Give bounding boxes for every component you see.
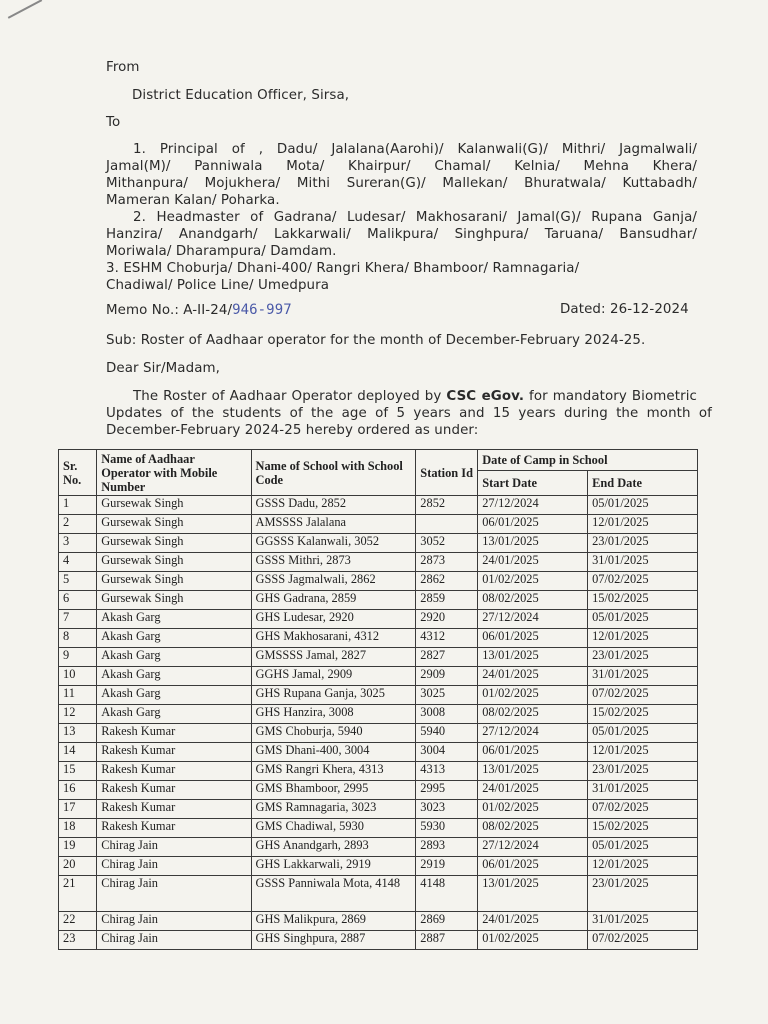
- cell-operator: Gursewak Singh: [97, 496, 251, 515]
- cell-start-date: 13/01/2025: [478, 648, 588, 667]
- cell-operator: Chirag Jain: [97, 912, 251, 931]
- cell-sr-no: 11: [59, 686, 97, 705]
- table-row: [59, 591, 698, 610]
- cell-operator: Rakesh Kumar: [97, 819, 251, 838]
- cell-end-date: 12/01/2025: [588, 743, 698, 762]
- cell-sr-no: 5: [59, 572, 97, 591]
- from-name: District Education Officer, Sirsa,: [132, 88, 350, 103]
- cell-station: 2887: [416, 931, 478, 950]
- cell-start-date: 08/02/2025: [478, 591, 588, 610]
- cell-operator: Chirag Jain: [97, 857, 251, 876]
- table-row: [59, 515, 698, 534]
- header-camp-date: Date of Camp in School: [478, 450, 698, 471]
- cell-operator: Gursewak Singh: [97, 553, 251, 572]
- cell-station: 2827: [416, 648, 478, 667]
- cell-sr-no: 4: [59, 553, 97, 572]
- cell-station: 2893: [416, 838, 478, 857]
- cell-school: GSSS Dadu, 2852: [251, 496, 416, 515]
- body-emphasis: CSC eGov.: [446, 389, 525, 404]
- cell-station: 4148: [416, 876, 478, 912]
- recipient-line: 3. ESHM Choburja/ Dhani-400/ Rangri Khera/ Bhamboor/ Ramnagaria/: [106, 261, 580, 276]
- cell-sr-no: 10: [59, 667, 97, 686]
- cell-sr-no: 20: [59, 857, 97, 876]
- cell-end-date: 23/01/2025: [588, 648, 698, 667]
- cell-sr-no: 16: [59, 781, 97, 800]
- cell-operator: Rakesh Kumar: [97, 724, 251, 743]
- table-row: [59, 931, 698, 950]
- cell-sr-no: 8: [59, 629, 97, 648]
- cell-start-date: 01/02/2025: [478, 931, 588, 950]
- cell-station: 3023: [416, 800, 478, 819]
- cell-school: GMS Bhamboor, 2995: [251, 781, 416, 800]
- cell-station: 2852: [416, 496, 478, 515]
- cell-end-date: 15/02/2025: [588, 591, 698, 610]
- roster-header: [59, 450, 698, 496]
- cell-start-date: 06/01/2025: [478, 515, 588, 534]
- header-station: Station Id: [416, 450, 478, 496]
- cell-station: 5930: [416, 819, 478, 838]
- cell-start-date: 01/02/2025: [478, 572, 588, 591]
- cell-operator: Akash Garg: [97, 705, 251, 724]
- to-label: To: [106, 115, 121, 130]
- cell-end-date: 15/02/2025: [588, 819, 698, 838]
- cell-school: GSSS Jagmalwali, 2862: [251, 572, 416, 591]
- cell-sr-no: 3: [59, 534, 97, 553]
- cell-start-date: 27/12/2024: [478, 496, 588, 515]
- cell-sr-no: 7: [59, 610, 97, 629]
- cell-end-date: 31/01/2025: [588, 667, 698, 686]
- cell-start-date: 27/12/2024: [478, 838, 588, 857]
- cell-sr-no: 17: [59, 800, 97, 819]
- cell-sr-no: 6: [59, 591, 97, 610]
- memo-prefix: Memo No.: A-II-24/: [106, 303, 233, 318]
- header-end-date: End Date: [588, 471, 698, 496]
- cell-sr-no: 18: [59, 819, 97, 838]
- recipient-line: Hanzira/ Anandgarh/ Lakkarwali/ Malikpura/ Singhpura/ Taruana/ Bansudhar/: [106, 227, 697, 242]
- recipient-line: Mithanpura/ Mojukhera/ Mithi Sureran(G)/ Mallekan/ Bhuratwala/ Kuttabadh/: [106, 176, 697, 191]
- cell-sr-no: 14: [59, 743, 97, 762]
- salutation: Dear Sir/Madam,: [106, 361, 221, 376]
- header-school: Name of School with School Code: [251, 450, 416, 496]
- cell-school: GHS Lakkarwali, 2919: [251, 857, 416, 876]
- roster-body: [59, 496, 698, 950]
- recipient-line: Moriwala/ Dharampura/ Damdam.: [106, 244, 337, 259]
- table-row: [59, 572, 698, 591]
- cell-school: GSSS Panniwala Mota, 4148: [251, 876, 416, 912]
- cell-operator: Gursewak Singh: [97, 591, 251, 610]
- cell-station: 3004: [416, 743, 478, 762]
- memo-handwritten: 946-997: [232, 302, 292, 318]
- cell-end-date: 12/01/2025: [588, 629, 698, 648]
- cell-school: GHS Rupana Ganja, 3025: [251, 686, 416, 705]
- cell-end-date: 23/01/2025: [588, 876, 698, 912]
- cell-operator: Akash Garg: [97, 667, 251, 686]
- from-label: From: [106, 60, 140, 75]
- cell-school: GMS Dhani-400, 3004: [251, 743, 416, 762]
- cell-end-date: 31/01/2025: [588, 912, 698, 931]
- cell-station: 2862: [416, 572, 478, 591]
- table-row: [59, 857, 698, 876]
- cell-station: 4312: [416, 629, 478, 648]
- table-row: [59, 496, 698, 515]
- cell-operator: Rakesh Kumar: [97, 781, 251, 800]
- table-row: [59, 629, 698, 648]
- cell-end-date: 12/01/2025: [588, 515, 698, 534]
- cell-station: 3025: [416, 686, 478, 705]
- body-line: Updates of the students of the age of 5 years and 15 years during the month of: [106, 406, 712, 421]
- cell-operator: Rakesh Kumar: [97, 743, 251, 762]
- cell-start-date: 06/01/2025: [478, 629, 588, 648]
- memo-date: Dated: 26-12-2024: [560, 302, 689, 317]
- cell-end-date: 31/01/2025: [588, 553, 698, 572]
- cell-sr-no: 15: [59, 762, 97, 781]
- cell-start-date: 08/02/2025: [478, 819, 588, 838]
- cell-station: 2919: [416, 857, 478, 876]
- cell-school: GHS Makhosarani, 4312: [251, 629, 416, 648]
- cell-station: 3052: [416, 534, 478, 553]
- table-row: [59, 800, 698, 819]
- cell-school: GHS Hanzira, 3008: [251, 705, 416, 724]
- body-text: The Roster of Aadhaar Operator deployed by: [133, 389, 447, 404]
- cell-start-date: 27/12/2024: [478, 610, 588, 629]
- cell-school: GHS Malikpura, 2869: [251, 912, 416, 931]
- subject-line: Sub: Roster of Aadhaar operator for the month of December-February 2024-25.: [106, 333, 646, 348]
- cell-end-date: 05/01/2025: [588, 496, 698, 515]
- cell-operator: Akash Garg: [97, 629, 251, 648]
- cell-sr-no: 23: [59, 931, 97, 950]
- table-row: [59, 912, 698, 931]
- cell-operator: Akash Garg: [97, 610, 251, 629]
- body-text: for mandatory Biometric: [524, 389, 697, 404]
- cell-start-date: 13/01/2025: [478, 762, 588, 781]
- table-row: [59, 553, 698, 572]
- cell-end-date: 23/01/2025: [588, 762, 698, 781]
- table-row: [59, 876, 698, 912]
- cell-end-date: 12/01/2025: [588, 857, 698, 876]
- cell-station: 5940: [416, 724, 478, 743]
- cell-school: GMS Choburja, 5940: [251, 724, 416, 743]
- header-operator: Name of Aadhaar Operator with Mobile Number: [97, 450, 251, 496]
- memo-number: [106, 302, 292, 318]
- cell-end-date: 31/01/2025: [588, 781, 698, 800]
- cell-end-date: 15/02/2025: [588, 705, 698, 724]
- cell-start-date: 24/01/2025: [478, 553, 588, 572]
- cell-end-date: 07/02/2025: [588, 572, 698, 591]
- cell-operator: Gursewak Singh: [97, 572, 251, 591]
- cell-sr-no: 12: [59, 705, 97, 724]
- cell-sr-no: 22: [59, 912, 97, 931]
- cell-station: 3008: [416, 705, 478, 724]
- cell-operator: Chirag Jain: [97, 931, 251, 950]
- header-start-date: Start Date: [478, 471, 588, 496]
- recipient-line: 1. Principal of , Dadu/ Jalalana(Aarohi)/ Kalanwali(G)/ Mithri/ Jagmalwali/: [133, 142, 697, 157]
- cell-start-date: 06/01/2025: [478, 857, 588, 876]
- cell-end-date: 05/01/2025: [588, 724, 698, 743]
- table-row: [59, 610, 698, 629]
- table-row: [59, 686, 698, 705]
- cell-sr-no: 21: [59, 876, 97, 912]
- cell-sr-no: 9: [59, 648, 97, 667]
- cell-operator: Akash Garg: [97, 648, 251, 667]
- cell-start-date: 24/01/2025: [478, 912, 588, 931]
- cell-sr-no: 19: [59, 838, 97, 857]
- table-row: [59, 705, 698, 724]
- cell-school: GMSSSS Jamal, 2827: [251, 648, 416, 667]
- roster-table: [58, 449, 698, 950]
- table-row: [59, 838, 698, 857]
- cell-start-date: 13/01/2025: [478, 534, 588, 553]
- cell-school: GMS Ramnagaria, 3023: [251, 800, 416, 819]
- cell-start-date: 27/12/2024: [478, 724, 588, 743]
- cell-station: 4313: [416, 762, 478, 781]
- cell-sr-no: 2: [59, 515, 97, 534]
- cell-school: GMS Rangri Khera, 4313: [251, 762, 416, 781]
- cell-operator: Gursewak Singh: [97, 515, 251, 534]
- cell-start-date: 08/02/2025: [478, 705, 588, 724]
- table-row: [59, 648, 698, 667]
- cell-station: 2859: [416, 591, 478, 610]
- cell-sr-no: 1: [59, 496, 97, 515]
- table-row: [59, 534, 698, 553]
- cell-station: [416, 515, 478, 534]
- cell-school: GGHS Jamal, 2909: [251, 667, 416, 686]
- cell-station: 2920: [416, 610, 478, 629]
- table-row: [59, 762, 698, 781]
- cell-end-date: 05/01/2025: [588, 838, 698, 857]
- recipient-line: 2. Headmaster of Gadrana/ Ludesar/ Makhosarani/ Jamal(G)/ Rupana Ganja/: [133, 210, 697, 225]
- cell-start-date: 06/01/2025: [478, 743, 588, 762]
- cell-end-date: 07/02/2025: [588, 931, 698, 950]
- recipient-line: Chadiwal/ Police Line/ Umedpura: [106, 278, 330, 293]
- cell-end-date: 07/02/2025: [588, 800, 698, 819]
- cell-sr-no: 13: [59, 724, 97, 743]
- cell-school: AMSSSS Jalalana: [251, 515, 416, 534]
- cell-school: GSSS Mithri, 2873: [251, 553, 416, 572]
- body-line: December-February 2024-25 hereby ordered as under:: [106, 423, 479, 438]
- cell-operator: Gursewak Singh: [97, 534, 251, 553]
- cell-operator: Rakesh Kumar: [97, 762, 251, 781]
- cell-start-date: 24/01/2025: [478, 781, 588, 800]
- pen-mark: [8, 0, 42, 19]
- cell-school: GMS Chadiwal, 5930: [251, 819, 416, 838]
- cell-end-date: 23/01/2025: [588, 534, 698, 553]
- cell-station: 2873: [416, 553, 478, 572]
- cell-start-date: 01/02/2025: [478, 686, 588, 705]
- cell-operator: Chirag Jain: [97, 876, 251, 912]
- table-row: [59, 781, 698, 800]
- cell-station: 2869: [416, 912, 478, 931]
- cell-operator: Akash Garg: [97, 686, 251, 705]
- body-line: [133, 389, 697, 404]
- cell-start-date: 01/02/2025: [478, 800, 588, 819]
- cell-end-date: 07/02/2025: [588, 686, 698, 705]
- table-row: [59, 819, 698, 838]
- table-row: [59, 667, 698, 686]
- table-row: [59, 724, 698, 743]
- cell-school: GGSSS Kalanwali, 3052: [251, 534, 416, 553]
- cell-station: 2909: [416, 667, 478, 686]
- cell-school: GHS Ludesar, 2920: [251, 610, 416, 629]
- cell-station: 2995: [416, 781, 478, 800]
- cell-school: GHS Gadrana, 2859: [251, 591, 416, 610]
- cell-end-date: 05/01/2025: [588, 610, 698, 629]
- cell-operator: Rakesh Kumar: [97, 800, 251, 819]
- cell-start-date: 24/01/2025: [478, 667, 588, 686]
- cell-operator: Chirag Jain: [97, 838, 251, 857]
- header-sr-no: Sr. No.: [59, 450, 97, 496]
- cell-start-date: 13/01/2025: [478, 876, 588, 912]
- recipient-line: Mameran Kalan/ Poharka.: [106, 193, 280, 208]
- cell-school: GHS Singhpura, 2887: [251, 931, 416, 950]
- recipient-line: Jamal(M)/ Panniwala Mota/ Khairpur/ Chamal/ Kelnia/ Mehna Khera/: [106, 159, 697, 174]
- cell-school: GHS Anandgarh, 2893: [251, 838, 416, 857]
- table-row: [59, 743, 698, 762]
